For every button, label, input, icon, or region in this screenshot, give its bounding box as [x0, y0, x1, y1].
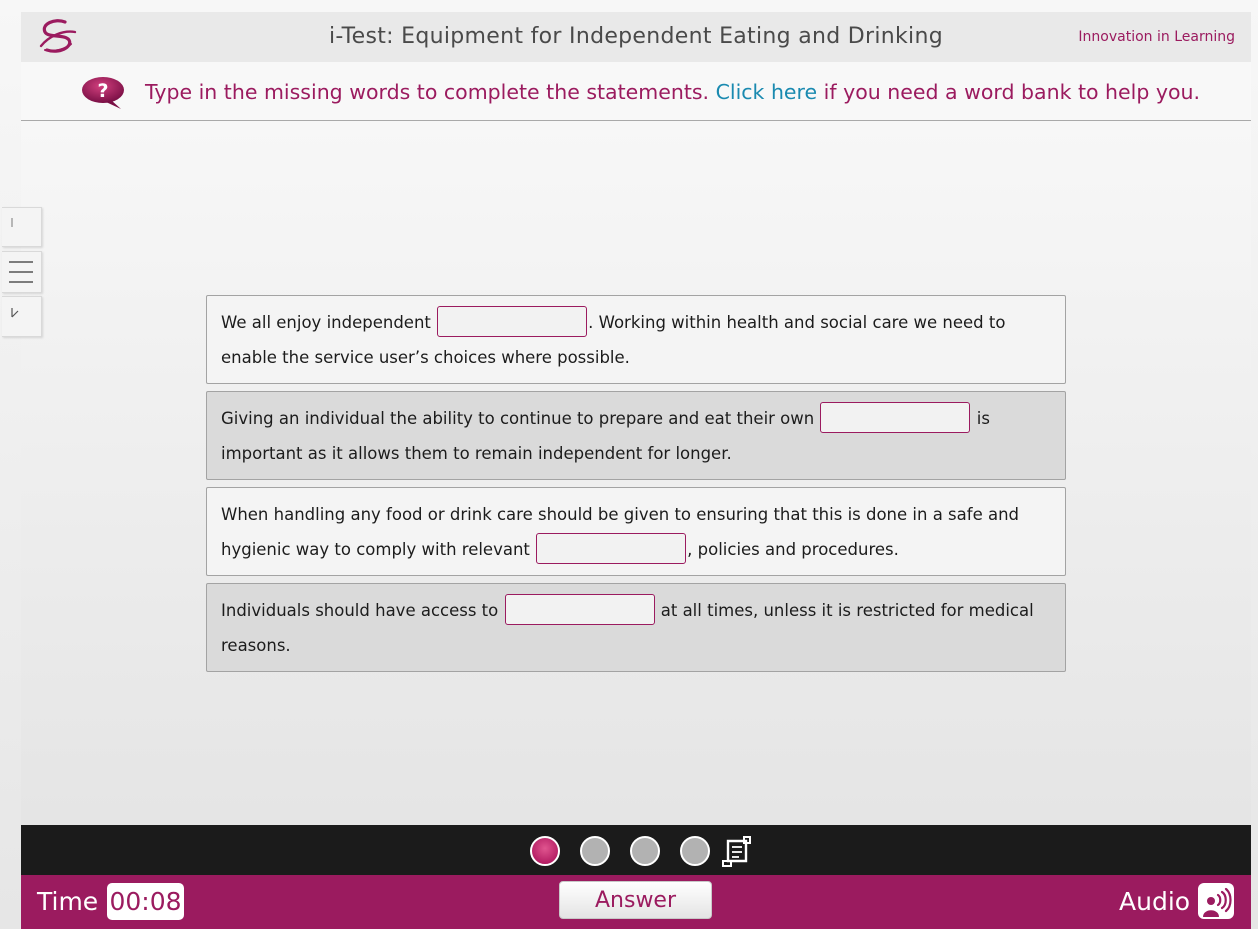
question-1 — [206, 295, 1066, 384]
page-dot-1[interactable] — [530, 836, 560, 866]
question-4 — [206, 583, 1066, 672]
answer-input-1[interactable] — [437, 306, 587, 337]
audio-label: Audio — [1119, 887, 1191, 916]
menu-icon — [2, 252, 42, 294]
question-list — [206, 295, 1066, 679]
timer-display: 00:08 — [107, 883, 184, 920]
answer-input-3[interactable] — [536, 533, 686, 564]
question-2-before: Giving an individual the ability to continue to prepare and eat their own — [221, 409, 820, 428]
audio-button[interactable] — [1198, 883, 1234, 919]
instruction-after: if you need a word bank to help you. — [817, 80, 1201, 104]
cursor-tool-tab[interactable] — [2, 207, 42, 247]
instruction-text — [145, 80, 1200, 104]
question-4-before: Individuals should have access to — [221, 601, 504, 620]
question-1-after: . Working within health and social care we need to enable the service user’s choices where possible. — [221, 313, 1006, 367]
time-label: Time — [37, 887, 99, 916]
question-2 — [206, 391, 1066, 480]
question-3-before: When handling any food or drink care should be given to ensuring that this is done in a safe and hygienic way to comply with relevant — [221, 505, 1020, 559]
question-3 — [206, 487, 1066, 576]
page-dot-2[interactable] — [580, 836, 610, 866]
page-navigation — [21, 825, 1251, 875]
word-bank-link[interactable]: Click here — [715, 80, 818, 104]
scroll-icon[interactable] — [721, 835, 753, 867]
cursor-tool-icon — [2, 208, 42, 248]
question-4-after: at all times, unless it is restricted for medical reasons. — [221, 601, 1034, 655]
question-3-after: , policies and procedures. — [687, 540, 899, 559]
svg-text:?: ? — [97, 80, 109, 102]
speaker-person-icon — [1198, 883, 1234, 919]
page-dot-4[interactable] — [680, 836, 710, 866]
question-1-before: We all enjoy independent — [221, 313, 437, 332]
pointer-tool-icon — [2, 297, 42, 338]
pointer-tool-tab[interactable] — [2, 296, 42, 337]
question-2-after: is important as it allows them to remain independent for longer. — [221, 409, 990, 463]
header-bar — [21, 12, 1251, 62]
answer-button[interactable]: Answer — [559, 881, 712, 919]
answer-input-4[interactable] — [505, 594, 655, 625]
answer-input-2[interactable] — [820, 402, 970, 433]
instruction-before: Type in the missing words to complete the statements. — [145, 80, 716, 104]
footer-bar — [21, 875, 1251, 929]
page-dot-3[interactable] — [630, 836, 660, 866]
instruction-bar — [21, 62, 1251, 121]
tagline: Innovation in Learning — [1078, 29, 1235, 45]
question-speech-bubble-icon — [81, 76, 127, 110]
page-title: i-Test: Equipment for Independent Eating and Drinking — [329, 24, 943, 49]
menu-tab[interactable] — [2, 251, 42, 293]
